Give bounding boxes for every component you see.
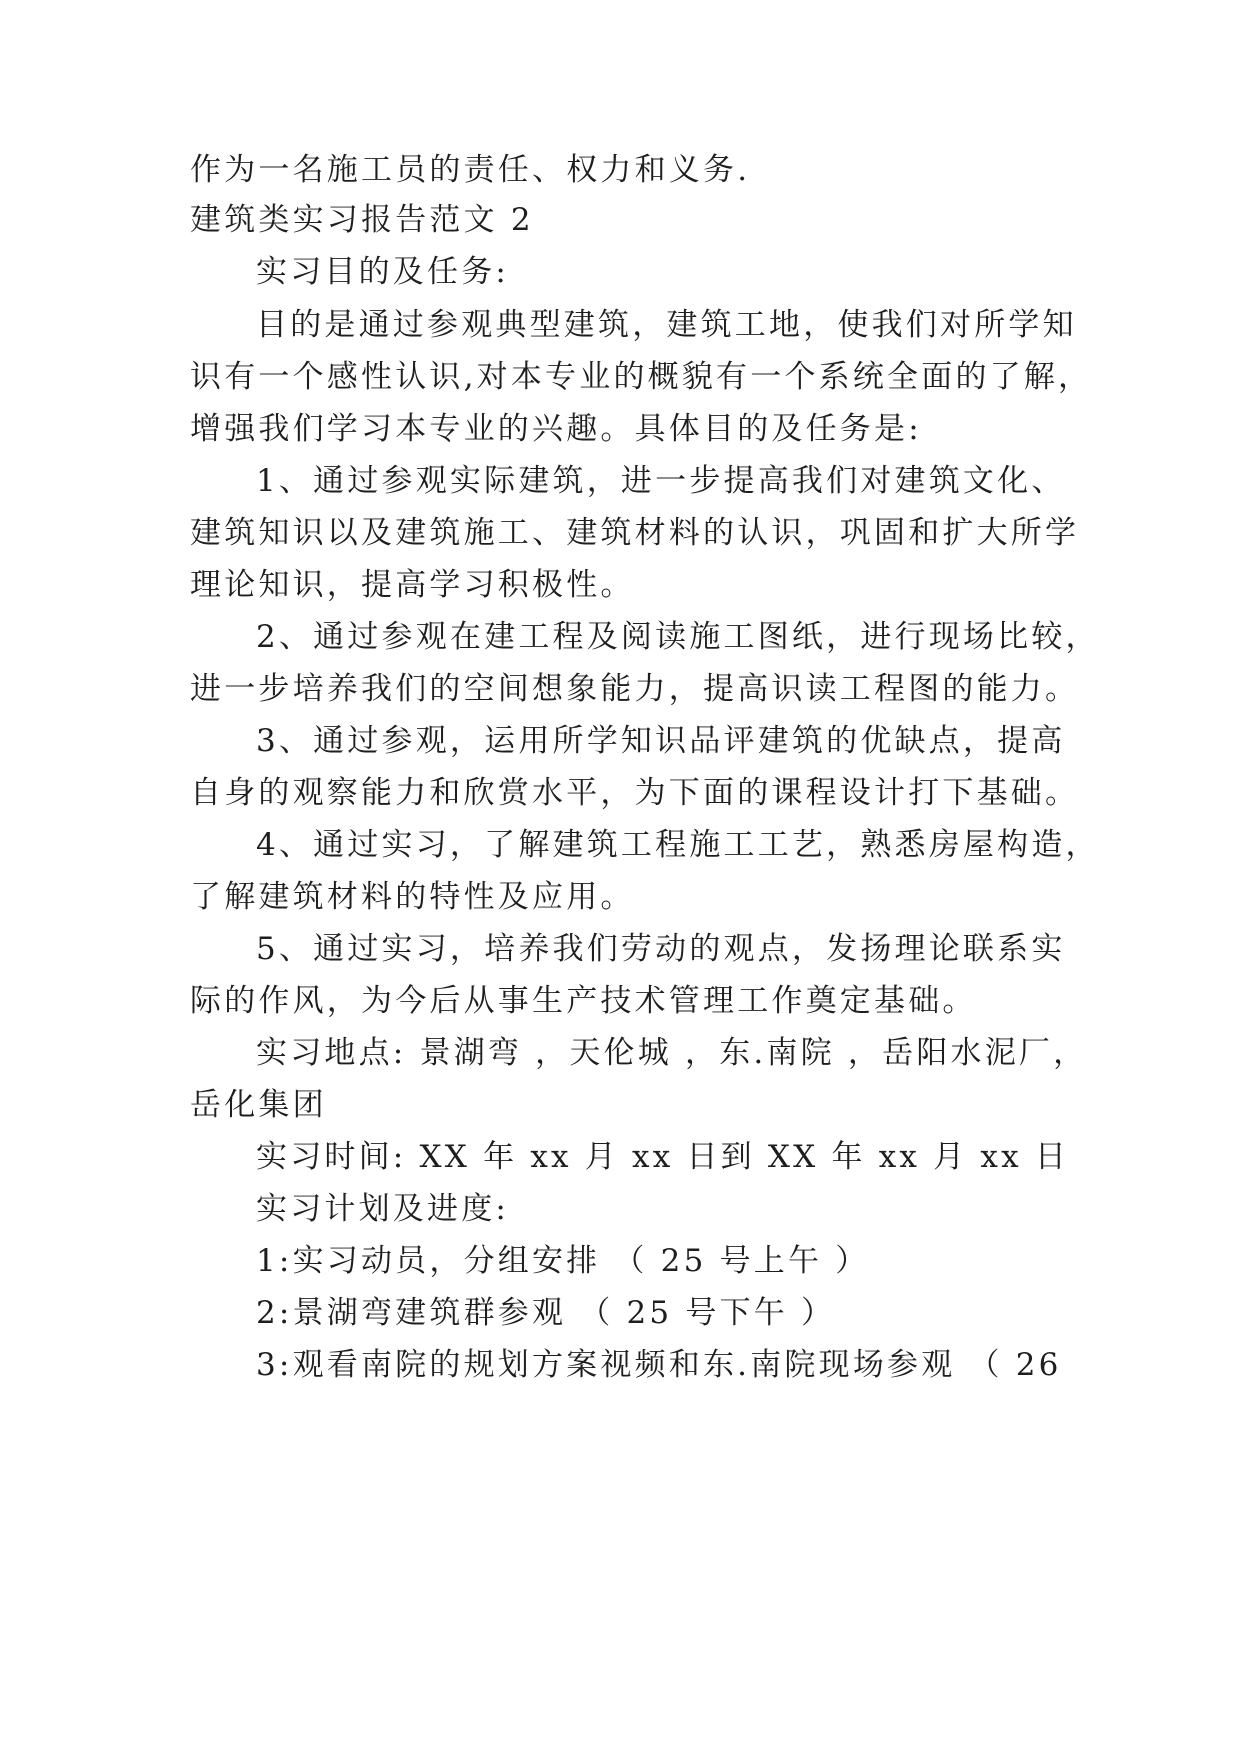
text-line-3: 实习目的及任务:	[256, 254, 510, 290]
text-line-21: 实习计划及进度:	[256, 1191, 510, 1227]
text-line-20: 实习时间: XX 年 xx 月 xx 日到 XX 年 xx 月 xx 日	[256, 1139, 1070, 1175]
text-line-9: 理论知识，提高学习积极性。	[190, 567, 635, 603]
text-line-18: 实习地点: 景湖弯 ，天伦城 ，东.南院 ，岳阳水泥厂，	[256, 1035, 1088, 1071]
text-line-16: 5、通过实习，培养我们劳动的观点，发扬理论联系实	[256, 931, 1066, 967]
text-line-7: 1、通过参观实际建筑，进一步提高我们对建筑文化、	[256, 463, 1066, 499]
text-line-15: 了解建筑材料的特性及应用。	[190, 879, 635, 915]
text-line-5: 识有一个感性认识,对本专业的概貌有一个系统全面的了解，	[190, 359, 1093, 395]
text-line-19: 岳化集团	[190, 1087, 327, 1123]
text-line-22: 1:实习动员，分组安排 （ 25 号上午 ）	[256, 1243, 870, 1279]
text-line-12: 3、通过参观，运用所学知识品评建筑的优缺点，提高	[256, 723, 1066, 759]
text-line-4: 目的是通过参观典型建筑，建筑工地，使我们对所学知	[256, 307, 1077, 343]
text-line-8: 建筑知识以及建筑施工、建筑材料的认识，巩固和扩大所学	[190, 515, 1080, 551]
text-line-10: 2、通过参观在建工程及阅读施工图纸，进行现场比较，	[256, 619, 1100, 655]
text-line-24: 3:观看南院的规划方案视频和东.南院现场参观 （ 26	[256, 1347, 1062, 1383]
text-line-23: 2:景湖弯建筑群参观 （ 25 号下午 ）	[256, 1295, 836, 1331]
text-line-1: 作为一名施工员的责任、权力和义务.	[190, 152, 751, 188]
text-line-13: 自身的观察能力和欣赏水平，为下面的课程设计打下基础。	[190, 775, 1080, 811]
text-line-17: 际的作风，为今后从事生产技术管理工作奠定基础。	[190, 983, 977, 1019]
text-line-14: 4、通过实习，了解建筑工程施工工艺，熟悉房屋构造，	[256, 827, 1100, 863]
text-line-11: 进一步培养我们的空间想象能力，提高识读工程图的能力。	[190, 671, 1080, 707]
section-heading: 建筑类实习报告范文 2	[190, 202, 534, 238]
text-line-6: 增强我们学习本专业的兴趣。具体目的及任务是:	[190, 411, 922, 447]
